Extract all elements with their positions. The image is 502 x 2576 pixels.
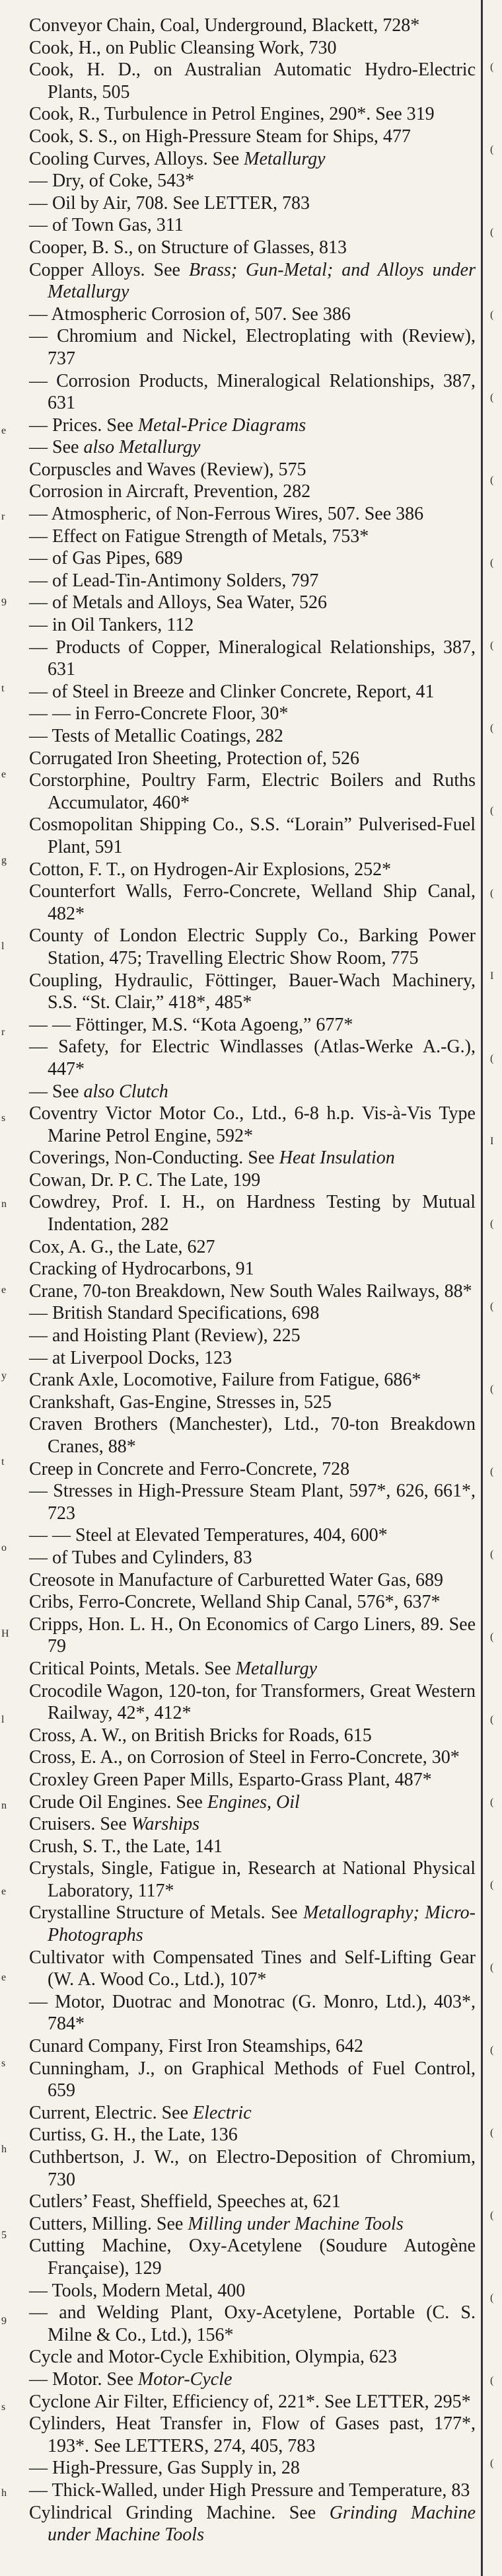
index-entry: Creep in Concrete and Ferro-Concrete, 728 bbox=[29, 1458, 350, 1479]
margin-fragment: y bbox=[1, 1370, 7, 1382]
index-entry: — Dry, of Coke, 543* bbox=[29, 171, 195, 192]
index-entry: Cooper, B. S., on Structure of Glasses, 813 bbox=[29, 237, 347, 258]
margin-fragment: o bbox=[1, 1542, 7, 1553]
cross-reference: Motor-Cycle bbox=[137, 2368, 233, 2390]
index-entry: Cutting Machine, Oxy-Acetylene (Soudure Autogène Française), 129 bbox=[29, 2236, 476, 2279]
index-entry: Cross, A. W., on British Bricks for Roads, 615 bbox=[29, 1725, 372, 1746]
index-entry: Cowan, Dr. P. C. The Late, 199 bbox=[29, 1169, 261, 1190]
index-entry: Counterfort Walls, Ferro-Concrete, Welland Ship Canal, 482* bbox=[29, 881, 476, 924]
index-entry: Cutters, Milling. See Milling under Machine Tools bbox=[29, 2213, 404, 2234]
margin-fragment: n bbox=[1, 1198, 7, 1210]
index-entry: — Tests of Metallic Coatings, 282 bbox=[29, 726, 283, 746]
index-entry: — of Lead-Tin-Antimony Solders, 797 bbox=[29, 570, 319, 591]
margin-fragment: ( bbox=[490, 475, 494, 486]
margin-fragment: ( bbox=[490, 888, 494, 899]
index-entry: — Corrosion Products, Mineralogical Relationships, 387, 631 bbox=[29, 370, 476, 414]
index-entry: Cooling Curves, Alloys. See Metallurgy bbox=[29, 148, 326, 169]
index-entry: Cunningham, J., on Graphical Methods of Fuel Control, 659 bbox=[29, 2058, 476, 2101]
cross-reference: Heat Insulation bbox=[279, 1148, 395, 1169]
index-entry: — — Steel at Elevated Temperatures, 404, 600* bbox=[29, 1525, 388, 1546]
index-entry: Current, Electric. See Electric bbox=[29, 2102, 252, 2123]
margin-fragment: l bbox=[1, 941, 5, 952]
cross-reference: Metallurgy bbox=[235, 1658, 318, 1679]
index-entry: — Motor. See Motor-Cycle bbox=[29, 2368, 233, 2390]
index-entry: — British Standard Specifications, 698 bbox=[29, 1303, 320, 1324]
index-entry: Corpuscles and Waves (Review), 575 bbox=[29, 459, 306, 480]
margin-fragment: s bbox=[1, 2401, 6, 2413]
margin-fragment: ( bbox=[490, 1218, 494, 1229]
index-entry: Crankshaft, Gas-Engine, Stresses in, 525 bbox=[29, 1391, 332, 1413]
index-entry: Critical Points, Metals. See Metallurgy bbox=[29, 1658, 318, 1679]
index-entry: Coverings, Non-Conducting. See Heat Insulation bbox=[29, 1148, 395, 1169]
index-entry: Croxley Green Paper Mills, Esparto-Grass Plant, 487* bbox=[29, 1769, 432, 1790]
cross-reference: also Clutch bbox=[83, 1081, 168, 1102]
margin-fragment: e bbox=[1, 1284, 7, 1296]
index-entry: Cribs, Ferro-Concrete, Welland Ship Canal, 576*, 637* bbox=[29, 1592, 441, 1613]
index-entry: — Stresses in High-Pressure Steam Plant, 597*, 626, 661*, 723 bbox=[29, 1481, 476, 1524]
margin-fragment: 9 bbox=[1, 2316, 7, 2327]
margin-fragment: ( bbox=[490, 2458, 494, 2469]
margin-fragment: ( bbox=[490, 1466, 494, 1477]
index-entry: Crystals, Single, Fatigue in, Research at National Physical Laboratory, 117* bbox=[29, 1858, 476, 1901]
margin-fragment: ( bbox=[490, 722, 494, 734]
cross-reference: Metallurgy bbox=[244, 148, 326, 169]
index-entry: Crude Oil Engines. See Engines, Oil bbox=[29, 1791, 300, 1813]
margin-fragment: 9 bbox=[1, 597, 7, 608]
margin-fragment: ( bbox=[490, 2210, 494, 2221]
margin-fragment: ( bbox=[490, 61, 494, 73]
index-entry: — Oil by Air, 708. See LETTER, 783 bbox=[29, 192, 310, 214]
index-entry: Cracking of Hydrocarbons, 91 bbox=[29, 1259, 254, 1280]
index-entry: Cross, E. A., on Corrosion of Steel in Ferro-Concrete, 30* bbox=[29, 1747, 460, 1768]
index-entry: — at Liverpool Docks, 123 bbox=[29, 1347, 233, 1368]
index-entry: — of Steel in Breeze and Clinker Concrete, Report, 41 bbox=[29, 681, 435, 702]
margin-fragment: ( bbox=[490, 144, 494, 155]
margin-fragment: H bbox=[1, 1628, 9, 1639]
index-entry: — and Welding Plant, Oxy-Acetylene, Portable (C. S. Milne & Co., Ltd.), 156* bbox=[29, 2302, 476, 2345]
index-entry: Cook, S. S., on High-Pressure Steam for Ships, 477 bbox=[29, 126, 411, 147]
margin-fragment: ( bbox=[490, 1962, 494, 1973]
index-entry: — of Gas Pipes, 689 bbox=[29, 548, 183, 569]
cross-reference: also Metallurgy bbox=[83, 437, 201, 458]
margin-fragment: ( bbox=[490, 1714, 494, 1725]
margin-fragment: h bbox=[1, 2144, 7, 2155]
cross-reference: Electric bbox=[193, 2102, 252, 2123]
cross-reference: Milling under Machine Tools bbox=[188, 2213, 404, 2234]
index-entry: Conveyor Chain, Coal, Underground, Blackett, 728* bbox=[29, 15, 420, 36]
index-entry: — High-Pressure, Gas Supply in, 28 bbox=[29, 2458, 300, 2479]
index-entry: Cowdrey, Prof. I. H., on Hardness Testing by Mutual Indentation, 282 bbox=[29, 1192, 476, 1235]
index-entry: — and Hoisting Plant (Review), 225 bbox=[29, 1325, 301, 1347]
margin-fragment: ( bbox=[490, 2045, 494, 2056]
index-entry: — Chromium and Nickel, Electroplating with (Review), 737 bbox=[29, 326, 476, 369]
index-entry: Cylinders, Heat Transfer in, Flow of Gases past, 177*, 193*. See LETTERS, 274, 405, 783 bbox=[29, 2413, 476, 2456]
index-entry: — Tools, Modern Metal, 400 bbox=[29, 2280, 246, 2301]
cross-reference: Metal-Price Diagrams bbox=[137, 414, 306, 436]
index-entry: Cyclone Air Filter, Efficiency of, 221*. See LETTER, 295* bbox=[29, 2391, 471, 2412]
index-entry: Cuthbertson, J. W., on Electro-Deposition of Chromium, 730 bbox=[29, 2147, 476, 2190]
index-entry: Creosote in Manufacture of Carburetted Water Gas, 689 bbox=[29, 1569, 444, 1590]
index-entry: Copper Alloys. See Brass; Gun-Metal; and Alloys under Metallurgy bbox=[29, 259, 476, 303]
index-entry: — — Föttinger, M.S. “Kota Agoeng,” 677* bbox=[29, 1014, 353, 1035]
margin-fragment: ( bbox=[490, 2127, 494, 2138]
index-entry: Cotton, F. T., on Hydrogen-Air Explosions, 252* bbox=[29, 859, 392, 880]
index-entry: Corrosion in Aircraft, Prevention, 282 bbox=[29, 481, 311, 502]
index-entry: Cook, H., on Public Cleansing Work, 730 bbox=[29, 37, 337, 58]
margin-fragment: s bbox=[1, 2058, 6, 2069]
margin-fragment: t bbox=[1, 1456, 5, 1467]
margin-fragment: ( bbox=[490, 805, 494, 816]
column-divider-rule bbox=[481, 0, 483, 2576]
margin-fragment: l bbox=[1, 1714, 5, 1725]
index-entry: Cylindrical Grinding Machine. See Grinding Machine under Machine Tools bbox=[29, 2502, 476, 2546]
index-entry: Cosmopolitan Shipping Co., S.S. “Lorain” Pulverised-Fuel Plant, 591 bbox=[29, 814, 476, 857]
index-entry: Crank Axle, Locomotive, Failure from Fatigue, 686* bbox=[29, 1370, 421, 1391]
index-entry: — Atmospheric, of Non-Ferrous Wires, 507. See 386 bbox=[29, 504, 424, 525]
index-entry: Cunard Company, First Iron Steamships, 642 bbox=[29, 2036, 364, 2057]
index-entry: — Motor, Duotrac and Monotrac (G. Monro, Ltd.), 403*, 784* bbox=[29, 1991, 476, 2035]
margin-fragment: ( bbox=[490, 2375, 494, 2386]
margin-fragment: ( bbox=[490, 1301, 494, 1312]
margin-fragment: n bbox=[1, 1800, 7, 1811]
cross-reference: Warships bbox=[131, 1814, 199, 1835]
margin-fragment: e bbox=[1, 425, 7, 436]
index-entry: Cox, A. G., the Late, 627 bbox=[29, 1236, 215, 1257]
index-entry: — Prices. See Metal-Price Diagrams bbox=[29, 414, 306, 436]
index-entry: Cultivator with Compensated Tines and Self-Lifting Gear (W. A. Wood Co., Ltd.), 107* bbox=[29, 1947, 476, 1990]
margin-fragment: h bbox=[1, 2487, 7, 2499]
index-entry: — of Tubes and Cylinders, 83 bbox=[29, 1547, 252, 1568]
margin-fragment: ( bbox=[490, 2292, 494, 2304]
margin-fragment: e bbox=[1, 1886, 7, 1897]
margin-fragment: e bbox=[1, 769, 7, 780]
margin-fragment: ( bbox=[490, 1631, 494, 1643]
margin-fragment: ( bbox=[490, 557, 494, 568]
index-entry: — Thick-Walled, under High Pressure and Temperature, 83 bbox=[29, 2479, 470, 2501]
margin-fragment: ( bbox=[490, 309, 494, 321]
margin-fragment: t bbox=[1, 683, 5, 694]
index-entry: Curtiss, G. H., the Late, 136 bbox=[29, 2125, 238, 2146]
margin-fragment: ( bbox=[490, 227, 494, 238]
index-entry: Cruisers. See Warships bbox=[29, 1814, 199, 1835]
margin-fragment: I bbox=[490, 1136, 494, 1147]
index-entry: Coventry Victor Motor Co., Ltd., 6-8 h.p. Vis-à-Vis Type Marine Petrol Engine, 592* bbox=[29, 1103, 476, 1146]
index-entry: Coupling, Hydraulic, Föttinger, Bauer-Wach Machinery, S.S. “St. Clair,” 418*, 485* bbox=[29, 970, 476, 1013]
index-entry: Crane, 70-ton Breakdown, New South Wales Railways, 88* bbox=[29, 1280, 472, 1302]
index-entry: — of Town Gas, 311 bbox=[29, 215, 184, 236]
margin-fragment: r bbox=[1, 511, 5, 522]
cross-reference: Engines, Oil bbox=[207, 1791, 300, 1813]
index-entry: Craven Brothers (Manchester), Ltd., 70-ton Breakdown Cranes, 88* bbox=[29, 1414, 476, 1457]
cross-reference: Grinding Machine under Machine Tools bbox=[48, 2502, 476, 2546]
margin-fragment: ( bbox=[490, 1879, 494, 1891]
index-entry: — Products of Copper, Mineralogical Relationships, 387, 631 bbox=[29, 637, 476, 680]
margin-fragment: ( bbox=[490, 1549, 494, 1560]
margin-fragment: ( bbox=[490, 1797, 494, 1808]
index-entry: — — in Ferro-Concrete Floor, 30* bbox=[29, 703, 289, 724]
index-entry: Corstorphine, Poultry Farm, Electric Boilers and Ruths Accumulator, 460* bbox=[29, 770, 476, 813]
margin-fragment: e bbox=[1, 1972, 7, 1983]
index-entry: County of London Electric Supply Co., Barking Power Station, 475; Travelling Electric Show Room, 775 bbox=[29, 925, 476, 968]
index-entry: — See also Metallurgy bbox=[29, 437, 201, 458]
index-entry: — of Metals and Alloys, Sea Water, 526 bbox=[29, 592, 328, 613]
margin-fragment: r bbox=[1, 1027, 5, 1038]
cross-reference: Metallography; Micro-Photographs bbox=[48, 1902, 476, 1946]
index-entry: — Effect on Fatigue Strength of Metals, 753* bbox=[29, 526, 369, 547]
index-entry: Cripps, Hon. L. H., On Economics of Cargo Liners, 89. See 79 bbox=[29, 1614, 476, 1657]
index-entry: Cutlers’ Feast, Sheffield, Speeches at, 621 bbox=[29, 2191, 341, 2212]
index-entry: Cycle and Motor-Cycle Exhibition, Olympia, 623 bbox=[29, 2347, 398, 2368]
margin-fragment: g bbox=[1, 855, 7, 866]
left-gutter-fragments bbox=[0, 0, 9, 2576]
index-entry: Cook, H. D., on Australian Automatic Hydro-Electric Plants, 505 bbox=[29, 59, 476, 102]
right-gutter-fragments bbox=[490, 0, 502, 2576]
margin-fragment: I bbox=[490, 970, 494, 982]
index-entry: — Safety, for Electric Windlasses (Atlas-Werke A.-G.), 447* bbox=[29, 1036, 476, 1079]
index-column bbox=[29, 15, 476, 2546]
margin-fragment: s bbox=[1, 1112, 6, 1124]
index-entry: Corrugated Iron Sheeting, Protection of, 526 bbox=[29, 748, 360, 769]
index-entry: — See also Clutch bbox=[29, 1081, 168, 1102]
margin-fragment: ( bbox=[490, 1384, 494, 1395]
index-entry: — Atmospheric Corrosion of, 507. See 386 bbox=[29, 303, 351, 325]
margin-fragment: ( bbox=[490, 640, 494, 651]
index-entry: — in Oil Tankers, 112 bbox=[29, 615, 194, 636]
margin-fragment: ( bbox=[490, 1053, 494, 1064]
margin-fragment: ( bbox=[490, 392, 494, 403]
index-entry: Crush, S. T., the Late, 141 bbox=[29, 1836, 223, 1857]
margin-fragment: 5 bbox=[1, 2230, 7, 2241]
index-entry: Crystalline Structure of Metals. See Metallography; Micro-Photographs bbox=[29, 1902, 476, 1946]
index-entry: Crocodile Wagon, 120-ton, for Transformers, Great Western Railway, 42*, 412* bbox=[29, 1680, 476, 1724]
index-entry: Cook, R., Turbulence in Petrol Engines, 290*. See 319 bbox=[29, 104, 435, 125]
cross-reference: Brass; Gun-Metal; and Alloys under Metallurgy bbox=[48, 259, 476, 303]
